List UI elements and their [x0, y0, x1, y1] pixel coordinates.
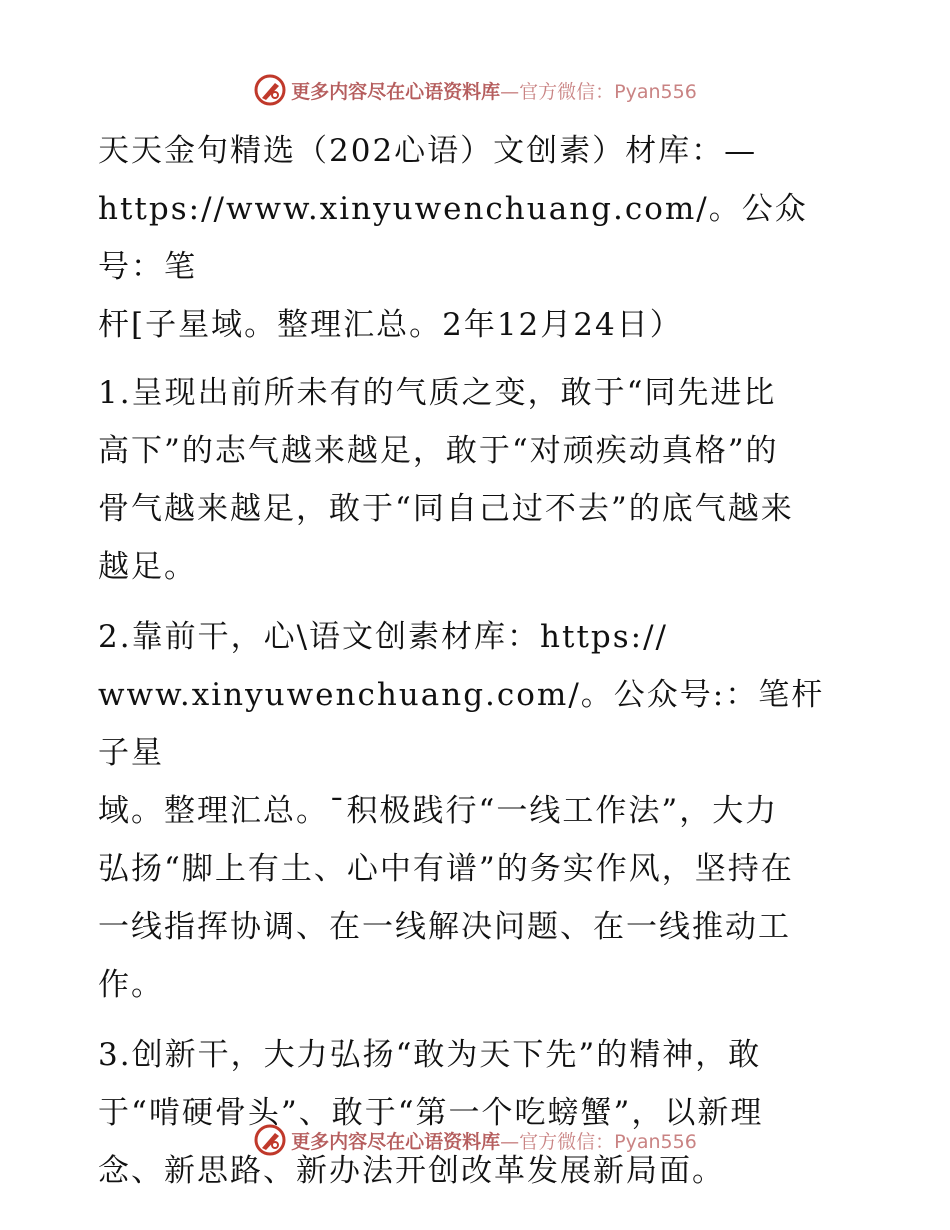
paragraph-line: 一线指挥协调、在一线解决问题、在一线推动工 — [98, 909, 791, 945]
paragraph-line: www.xinyuwenchuang.com/。公众号:：笔杆子星 — [98, 677, 825, 771]
document-body — [98, 122, 850, 1212]
paragraph-line: 3.创新干，大力弘扬“敢为天下先”的精神，敢 — [98, 1037, 762, 1073]
banner-rest-text: —官方微信：Pyan556 — [500, 1130, 697, 1153]
paragraph-line: 念、新思路、新办法开创改革发展新局面。 — [98, 1153, 725, 1189]
paragraph-line: 作。 — [98, 967, 164, 1003]
paragraph-line: 域。整理汇总。¯积极践行“一线工作法”，大力 — [98, 793, 779, 829]
banner-rest-text: —官方微信：Pyan556 — [500, 80, 697, 103]
paragraph-line: 杆[子星域。整理汇总。2年12月24日） — [98, 307, 683, 343]
banner-text — [291, 77, 697, 104]
paragraph-line: 骨气越来越足，敢于“同自己过不去”的底气越来 — [98, 491, 794, 527]
banner-text — [291, 1127, 697, 1154]
banner-bold-text: 更多内容尽在心语资料库 — [291, 1130, 501, 1153]
paragraph-2 — [98, 608, 850, 1014]
paragraph-intro — [98, 122, 850, 354]
pen-logo-icon — [253, 73, 287, 107]
paragraph-1 — [98, 364, 850, 596]
paragraph-line: 高下”的志气越来越足，敢于“对顽疾动真格”的 — [98, 433, 779, 469]
header-banner — [0, 70, 950, 110]
paragraph-3 — [98, 1026, 850, 1200]
paragraph-line: 弘扬“脚上有土、心中有谱”的务实作风，坚持在 — [98, 851, 794, 887]
paragraph-line: 越足。 — [98, 549, 197, 585]
paragraph-line: 2.靠前干，心\语文创素材库：https:// — [98, 619, 668, 655]
footer-banner — [0, 1120, 950, 1160]
paragraph-line: 天天金句精选（202心语）文创素）材库：— — [98, 133, 758, 169]
paragraph-line: 于“啃硬骨头”、敢于“第一个吃螃蟹”，以新理 — [98, 1095, 764, 1131]
pen-logo-icon — [253, 1123, 287, 1157]
banner-bold-text: 更多内容尽在心语资料库 — [291, 80, 501, 103]
paragraph-line: https://www.xinyuwenchuang.com/。公众号：笔 — [98, 191, 808, 285]
paragraph-line: 1.呈现出前所未有的气质之变，敢于“同先进比 — [98, 375, 777, 411]
